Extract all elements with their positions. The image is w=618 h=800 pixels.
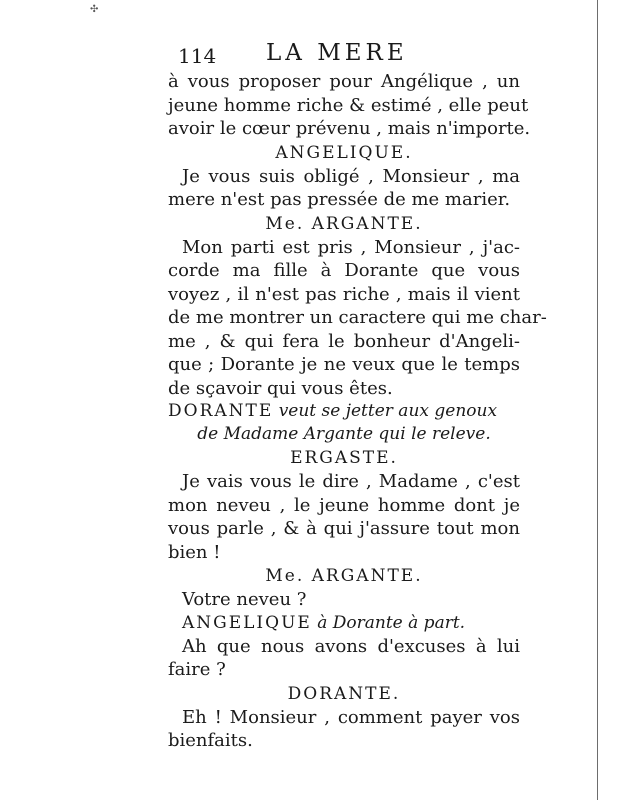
text-line: de me montrer un caractere qui me char- <box>168 307 547 328</box>
text-line: jeune homme riche & estimé , elle peut <box>168 94 529 116</box>
stage-direction <box>168 400 520 423</box>
speaker-name: ANGELIQUE. <box>275 142 413 163</box>
text-line: mere n'est pas pressée de me marier. <box>168 189 511 210</box>
text-line: faire ? <box>168 659 226 680</box>
corner-ornament: ✣ <box>90 4 99 15</box>
text-line: bien ! <box>168 541 221 563</box>
speaker-name: Me. ARGANTE. <box>265 566 423 586</box>
speaker-name: DORANTE. <box>287 683 401 704</box>
text-line: Je vous suis obligé , Monsieur , ma <box>182 165 520 187</box>
text-line: de sçavoir qui vous êtes. <box>168 377 393 399</box>
text-line: me , & qui fera le bonheur d'Angeli- <box>168 330 520 352</box>
stage-direction-continued: de Madame Argante qui le releve. <box>197 424 491 444</box>
running-head: LA MERE <box>266 40 408 66</box>
speaker-name: Me. ARGANTE. <box>265 213 423 234</box>
page-edge-rule <box>597 0 598 800</box>
text-line: Votre neveu ? <box>182 589 307 610</box>
speaker-name: ERGASTE. <box>290 448 398 468</box>
stage-speaker: DORANTE <box>168 401 274 421</box>
text-line: Ah que nous avons d'excuses à lui <box>182 635 520 657</box>
text-line: vous parle , & à qui j'assure tout mon <box>168 518 520 539</box>
text-line: à vous proposer pour Angélique , un <box>168 71 520 92</box>
stage-direction <box>168 612 520 635</box>
text-line: que ; Dorante je ne veux que le temps <box>168 354 520 375</box>
text-line: Je vais vous le dire , Madame , c'est <box>182 471 520 492</box>
text-line: corde ma fille à Dorante que vous <box>168 260 520 281</box>
text-line: Mon parti est pris , Monsieur , j'ac- <box>182 236 520 258</box>
page-header <box>168 38 520 68</box>
text-line: Eh ! Monsieur , comment payer vos <box>182 706 520 728</box>
page-text-block <box>168 38 547 753</box>
text-line: mon neveu , le jeune homme dont je <box>168 494 520 516</box>
page-number: 114 <box>178 44 217 68</box>
stage-text: à Dorante à part. <box>317 612 466 633</box>
text-line: bienfaits. <box>168 730 253 751</box>
stage-speaker: ANGELIQUE <box>182 612 312 633</box>
text-line: voyez , il n'est pas riche , mais il vient <box>168 283 520 305</box>
text-line: avoir le cœur prévenu , mais n'importe. <box>168 118 531 139</box>
stage-text: veut se jetter aux genoux <box>278 401 498 421</box>
